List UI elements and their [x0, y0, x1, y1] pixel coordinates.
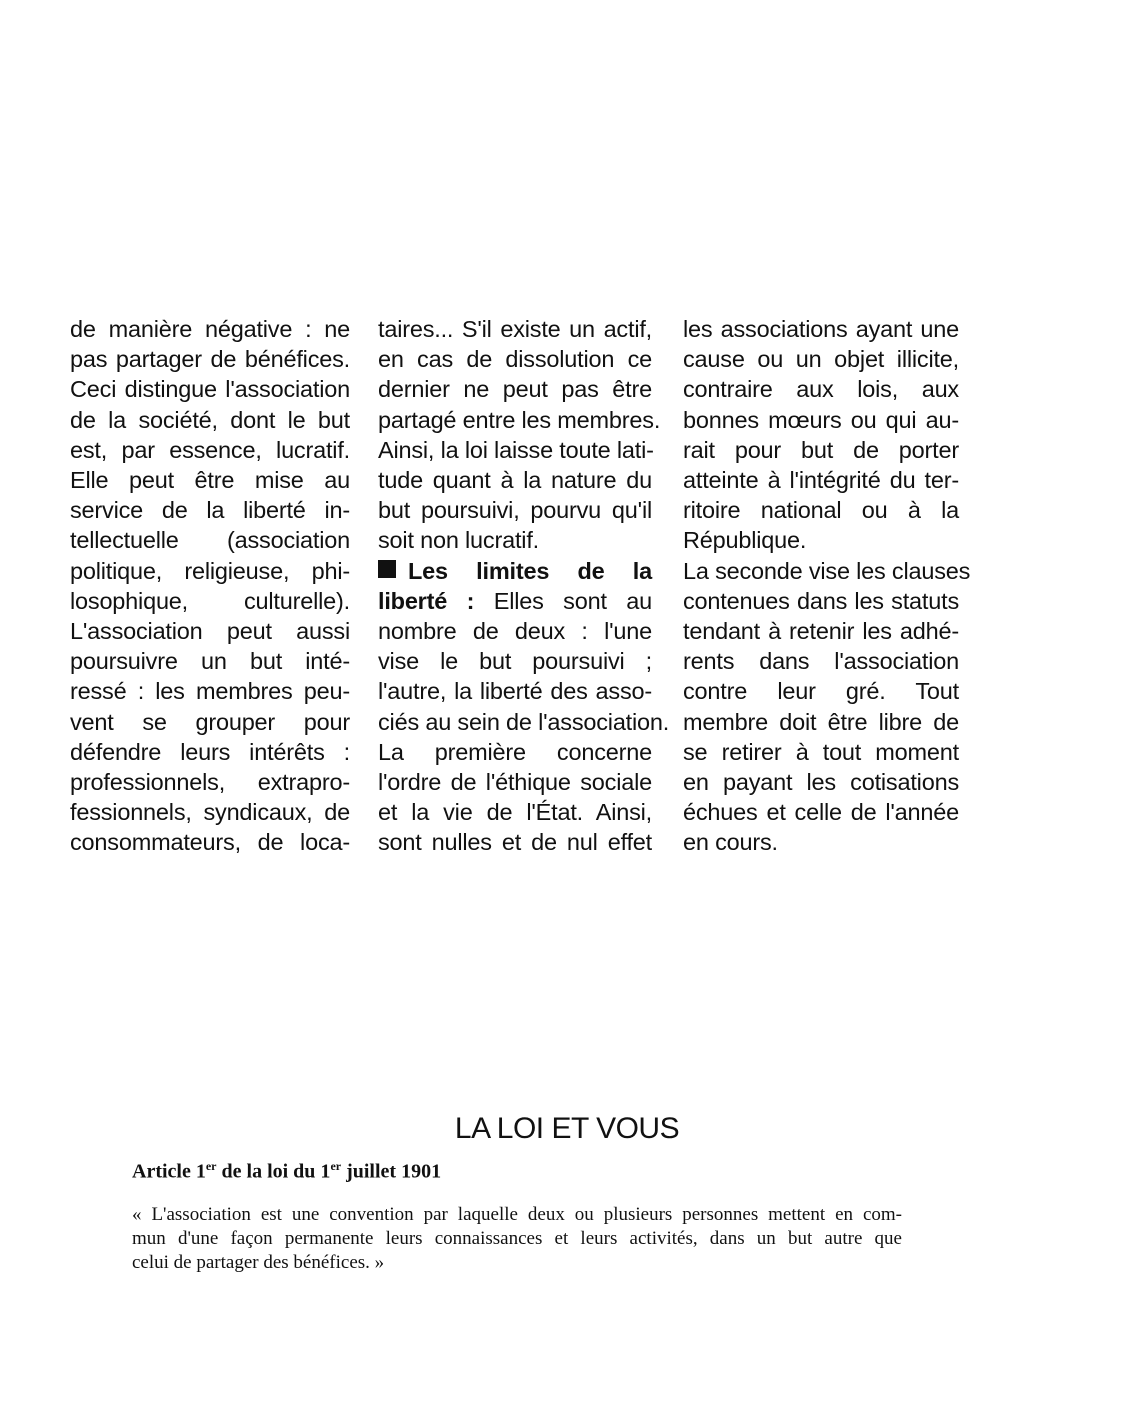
text-column-3	[683, 314, 971, 858]
text-line: tendant à retenir les adhé-	[683, 618, 959, 645]
text-line: La seconde vise les clauses	[683, 557, 971, 584]
text-line: politique, religieuse, phi-	[70, 557, 350, 584]
text-line: contre leur gré. Tout	[683, 678, 959, 705]
text-line: ritoire national ou à la	[683, 497, 959, 524]
text-line: fessionnels, syndicaux, de	[70, 799, 350, 826]
text-line: en cours.	[683, 829, 778, 856]
text-line: Elle peut être mise au	[70, 467, 350, 494]
text-line: membre doit être libre de	[683, 708, 959, 735]
quote-line: mun d'une façon permanente leurs connaissances et leurs activités, dans un but autre que	[132, 1228, 902, 1249]
text-line: Ainsi, la loi laisse toute lati-	[378, 436, 654, 463]
text-line: nombre de deux : l'une	[378, 618, 652, 645]
article-heading-text: juillet 1901	[341, 1160, 442, 1183]
quote-line: « L'association est une convention par laquelle deux ou plusieurs personnes mettent en com-	[132, 1204, 902, 1225]
quote-line: celui de partager des bénéfices. »	[132, 1252, 385, 1273]
text-line: tude quant à la nature du	[378, 467, 652, 494]
text-line: ciés au sein de l'association.	[378, 708, 670, 735]
text-line: défendre leurs intérêts :	[70, 738, 350, 765]
text-line: contraire aux lois, aux	[683, 376, 959, 403]
article-heading-text: Article 1	[132, 1160, 206, 1183]
box-title: LA LOI ET VOUS	[454, 1112, 680, 1145]
text-line: pas partager de bénéfices.	[70, 346, 350, 373]
article-heading	[132, 1159, 441, 1184]
text-line: République.	[683, 527, 807, 554]
text-line: rait pour but de porter	[683, 436, 959, 463]
text-line: ressé : les membres peu-	[70, 678, 350, 705]
section-heading-end: liberté :	[378, 587, 475, 614]
text-line: vent se grouper pour	[70, 708, 350, 735]
article-heading-sup: er	[205, 1159, 217, 1173]
text-line: but poursuivi, pourvu qu'il	[378, 497, 652, 524]
text-line	[378, 586, 652, 616]
text-line: poursuivre un but inté-	[70, 648, 350, 675]
text-line: partagé entre les membres.	[378, 406, 661, 433]
text-line: échues et celle de l'année	[683, 799, 959, 826]
text-line: service de la liberté in-	[70, 497, 350, 524]
article-heading-text: de la loi du 1	[216, 1160, 331, 1183]
text-line: consommateurs, de loca-	[70, 829, 350, 856]
text-line: atteinte à l'intégrité du ter-	[683, 467, 959, 494]
text-line: cause ou un objet illicite,	[683, 346, 959, 373]
text-line: La première concerne	[378, 738, 652, 765]
text-line: l'autre, la liberté des asso-	[378, 678, 652, 705]
text-line: l'ordre de l'éthique sociale	[378, 769, 652, 796]
text-line: losophique, culturelle).	[70, 587, 350, 614]
text-line: de manière négative : ne	[70, 316, 350, 342]
text-line: professionnels, extrapro-	[70, 769, 350, 796]
text-line: rents dans l'association	[683, 648, 959, 675]
text-line: est, par essence, lucratif.	[70, 436, 350, 463]
text-line: Ceci distingue l'association	[70, 376, 350, 403]
text-line: taires... S'il existe un actif,	[378, 316, 652, 342]
text-line: vise le but poursuivi ;	[378, 648, 652, 675]
text-line: soit non lucratif.	[378, 527, 539, 554]
text-line: dernier ne peut pas être	[378, 376, 652, 403]
text-line: sont nulles et de nul effet	[378, 829, 652, 856]
text-column-1	[70, 314, 350, 858]
text-line: contenues dans les statuts	[683, 587, 959, 614]
text-line: en cas de dissolution ce	[378, 346, 652, 373]
text-line: tellectuelle (association	[70, 527, 350, 554]
text-line: de la société, dont le but	[70, 406, 350, 433]
section-heading: Les limites de la	[408, 557, 652, 584]
text-line: bonnes mœurs ou qui au-	[683, 406, 959, 433]
text-line: L'association peut aussi	[70, 618, 350, 645]
section-text: Elles sont au	[493, 587, 652, 614]
law-quote	[132, 1203, 902, 1275]
text-line: et la vie de l'État. Ainsi,	[378, 799, 652, 826]
article-heading-sup: er	[330, 1159, 342, 1173]
text-line: se retirer à tout moment	[683, 738, 959, 765]
text-line: en payant les cotisations	[683, 769, 959, 796]
section-heading-line	[378, 556, 652, 586]
square-bullet-icon	[378, 560, 396, 578]
text-column-2	[378, 314, 670, 858]
text-line: les associations ayant une	[683, 316, 959, 342]
